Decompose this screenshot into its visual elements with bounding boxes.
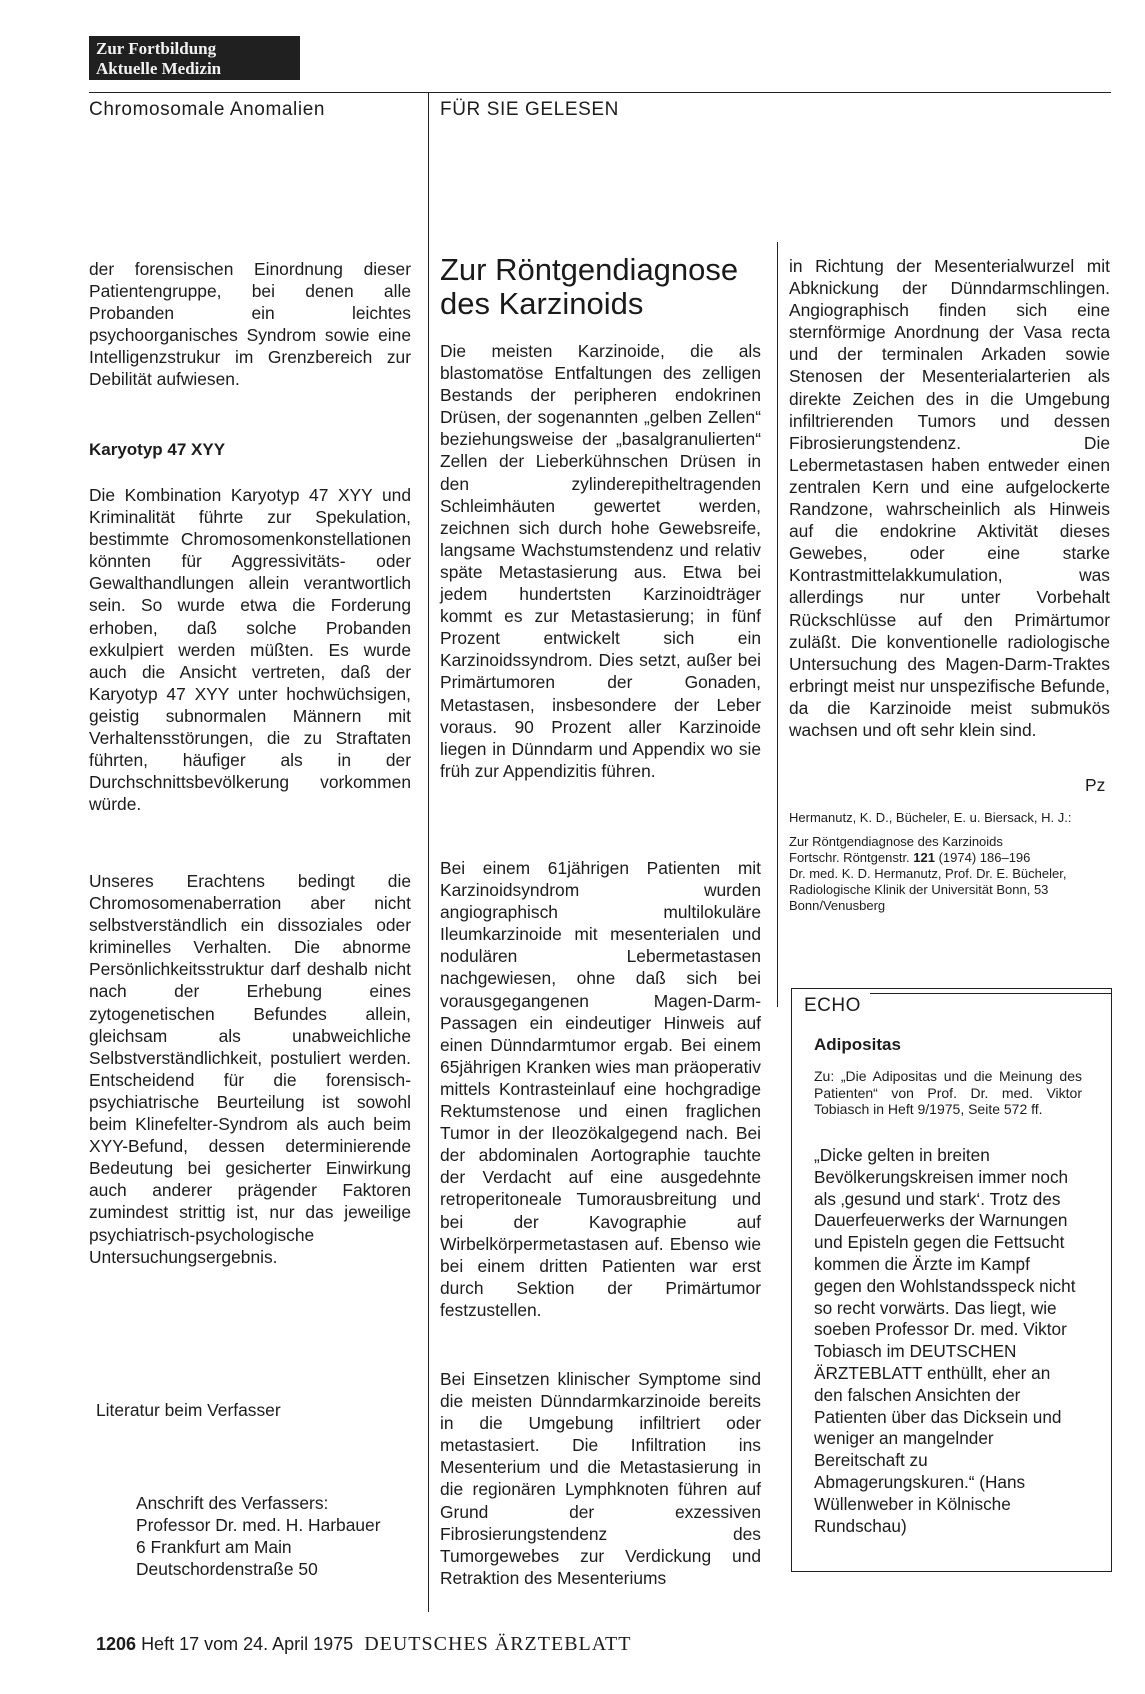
journal-pages: (1974) 186–196 — [934, 850, 1031, 865]
article-paragraph-2 — [440, 857, 761, 1321]
headline-line-1: Zur Röntgendiagnose — [440, 252, 739, 287]
author-address — [136, 1492, 381, 1580]
paragraph-text: Bei einem 61jährigen Patienten mit Karzinoidsyndrom wurden angiographisch multilokuläre Ileumkarzinoide mit mesenterialen und nodulären Lebermetastasen nachgewiesen, ohne daß sich bei vorausgegangenen Magen-Darm-Passagen ein eindeutiger Hinweis auf einen Dünndarmtumor ergab. Bei einem 65jährigen Kranken wies man präoperativ mittels Kontrasteinlauf eine hochgradige Rektumstenose und einen fraglichen Tumor in der Ileozökalgegend nach. Bei der abdominalen Aortographie tauchte der Verdacht auf eine ausgedehnte retroperitoneale Tumorausbreitung und bei der Kavographie auf Wirbelkörpermetastasen auf. Ebenso wie bei einem dritten Patienten war erst durch Sektion der Primärtumor festzustellen. — [440, 858, 761, 1320]
article-paragraph-3 — [440, 1368, 761, 1589]
address-name: Professor Dr. med. H. Harbauer — [136, 1515, 381, 1535]
address-street: Deutschordenstraße 50 — [136, 1559, 318, 1579]
reference-title: Zur Röntgendiagnose des Karzinoids — [789, 834, 1003, 849]
left-paragraph-1 — [89, 484, 411, 815]
paragraph-text: Bei Einsetzen klinischer Symptome sind die meisten Dünndarmkarzinoide bereits in die Umgebung infiltriert oder metastasiert. Die Infiltration ins Mesenterium und die Metastasierung in die regionären Lymphknoten führen auf Grund der exzessiven Fibrosierungstendenz des Tumorgewebes zur Verdickung und Retraktion des Mesenteriums — [440, 1369, 761, 1588]
badge-line-1: Zur Fortbildung — [96, 39, 217, 58]
section-label-right: FÜR SIE GELESEN — [440, 99, 619, 120]
section-label-left: Chromosomale Anomalien — [89, 99, 326, 120]
column-divider-right — [777, 242, 778, 1007]
echo-intro: Zu: „Die Adipositas und die Meinung des Patienten“ von Prof. Dr. med. Viktor Tobiasch in Heft 9/1975, Seite 572 ff. — [814, 1068, 1082, 1117]
journal-volume: 121 — [913, 850, 935, 865]
address-label: Anschrift des Verfassers: — [136, 1493, 329, 1513]
author-initials: Pz — [1085, 775, 1106, 795]
intro-text: der forensischen Einordnung dieser Patientengruppe, bei denen alle Probanden ein leichtes psychoorganisches Syndrom sowie eine Intelligenzstrukur im Grenzbereich zur Debilität aufwiesen. — [89, 259, 411, 390]
literature-note: Literatur beim Verfasser — [96, 1400, 281, 1420]
page-number: 1206 — [96, 1634, 137, 1654]
left-intro-paragraph — [89, 258, 411, 391]
echo-title: Adipositas — [814, 1035, 901, 1054]
reference-authors: Hermanutz, K. D., Bücheler, E. u. Biersack, H. J.: — [789, 810, 1072, 825]
echo-quote: „Dicke gelten in breiten Bevölkerungskreisen immer noch als ‚gesund und stark‘. Trotz des Dauerfeuerwerks der Warnungen und Episteln gegen die Fettsucht kommen die Ärzte im Kampf gegen den Wohlstandsspeck nicht so recht vorwärts. Das liegt, wie soeben Professor Dr. med. Viktor Tobiasch im DEUTSCHEN ÄRZTEBLATT enthüllt, eher an den falschen Ansichten der Patienten über das Dicksein und weniger an mangelnder Bereitschaft zu Abmagerungskuren.“ (Hans Wüllenweber in Kölnische Rundschau) — [814, 1145, 1076, 1536]
article-continuation — [789, 255, 1110, 741]
subheading-karyotyp: Karyotyp 47 XYY — [89, 440, 226, 459]
article-headline — [440, 253, 738, 321]
left-paragraph-2 — [89, 870, 411, 1268]
badge-line-2: Aktuelle Medizin — [96, 59, 222, 78]
paragraph-text: Die meisten Karzinoide, die als blastomatöse Entfaltungen des zelligen Bestands der peripheren endokrinen Drüsen, der sogenannten „gelben Zellen“ beziehungsweise der „basalgranulierten“ Zellen der Lieberkühnschen Drüsen in den zylinderepitheltragenden Schleimhäuten gewertet werden, zeichnen sich durch hohe Gewebsreife, langsame Wachstumstendenz und relativ späte Metastasierung aus. Etwa bei jedem hundertsten Karzinoidträger kommt es zur Metastasierung; in fünf Prozent entwickelt sich ein Karzinoidssyndrom. Dies setzt, außer bei Primärtumoren der Gonaden, Metastasen, insbesondere der Leber voraus. 90 Prozent aller Karzinoide liegen in Dünndarm und Appendix wo sie früh zur Appendizitis führen. — [440, 341, 761, 781]
page-footer — [96, 1633, 631, 1656]
reference-affiliation: Dr. med. K. D. Hermanutz, Prof. Dr. E. Bücheler, Radiologische Klinik der Universität Bonn, 53 Bonn/Venusberg — [789, 866, 1067, 913]
echo-label: ECHO — [804, 995, 861, 1016]
reference-block — [789, 810, 1110, 914]
department-badge — [89, 36, 300, 80]
header-rule — [89, 92, 1111, 93]
magazine-name: DEUTSCHES ÄRZTEBLATT — [364, 1633, 632, 1655]
journal-name: Fortschr. Röntgenstr. — [789, 850, 914, 865]
article-paragraph-1 — [440, 340, 761, 782]
paragraph-text: Die Kombination Karyotyp 47 XYY und Kriminalität führte zur Spekulation, bestimmte Chromosomenkonstellationen könnten für Aggressivitäts- oder Gewalthandlungen allein verantwortlich sein. So wurde etwa die Forderung erhoben, daß solche Probanden exkulpiert werden müßten. Es wurde auch die Ansicht vertreten, daß der Karyotyp 47 XYY unter hochwüchsigen, geistig subnormalen Männern mit Verhaltensstörungen, die zu Straftaten führten, häufiger als in der Durchschnittsbevölkerung vorkommen würde. — [89, 485, 411, 815]
headline-line-2: des Karzinoids — [440, 286, 644, 321]
issue-info: Heft 17 vom 24. April 1975 — [141, 1634, 354, 1654]
column-divider-left — [428, 92, 429, 1612]
paragraph-text: Unseres Erachtens bedingt die Chromosomenaberration aber nicht selbstverständlich ein dissoziales oder kriminelles Verhalten. Die abnorme Persönlichkeitsstruktur darf deshalb nicht nach der Erhebung eines zytogenetischen Befundes allein, gleichsam als unabweichliche Selbstverständlichkeit, postuliert werden. Entscheidend für die forensisch-psychiatrische Beurteilung ist sowohl beim Klinefelter-Syndrom als auch beim XYY-Befund, dessen determinierende Bedeutung bei gesicherter Einwirkung auch anderer prägender Faktoren zumindest strittig ist, nur das jeweilige psychiatrisch-psychologische Untersuchungsergebnis. — [89, 871, 411, 1267]
echo-rule — [870, 993, 1112, 994]
paragraph-text: in Richtung der Mesenterialwurzel mit Abknickung der Dünndarmschlingen. Angiographisch finden sich eine sternförmige Anordnung der Vasa recta und der terminalen Arkaden sowie Stenosen der Mesenterialarterien als direkte Zeichen des in die Umgebung infiltrierenden Tumors und dessen Fibrosierungstendenz. Die Lebermetastasen haben entweder einen zentralen Kern und eine aufgelockerte Randzone, wahrscheinlich als Hinweis auf die endokrine Aktivität dieses Gewebes, oder eine starke Kontrastmittelakkumulation, was allerdings nur unter Vorbehalt Rückschlüsse auf den Primärtumor zuläßt. Die konventionelle radiologische Untersuchung des Magen-Darm-Traktes erbringt meist nur unspezifische Befunde, da die Karzinoide meist submukös wachsen und oft sehr klein sind. — [789, 256, 1110, 740]
address-city: 6 Frankfurt am Main — [136, 1537, 292, 1557]
reference-journal — [789, 850, 1110, 866]
